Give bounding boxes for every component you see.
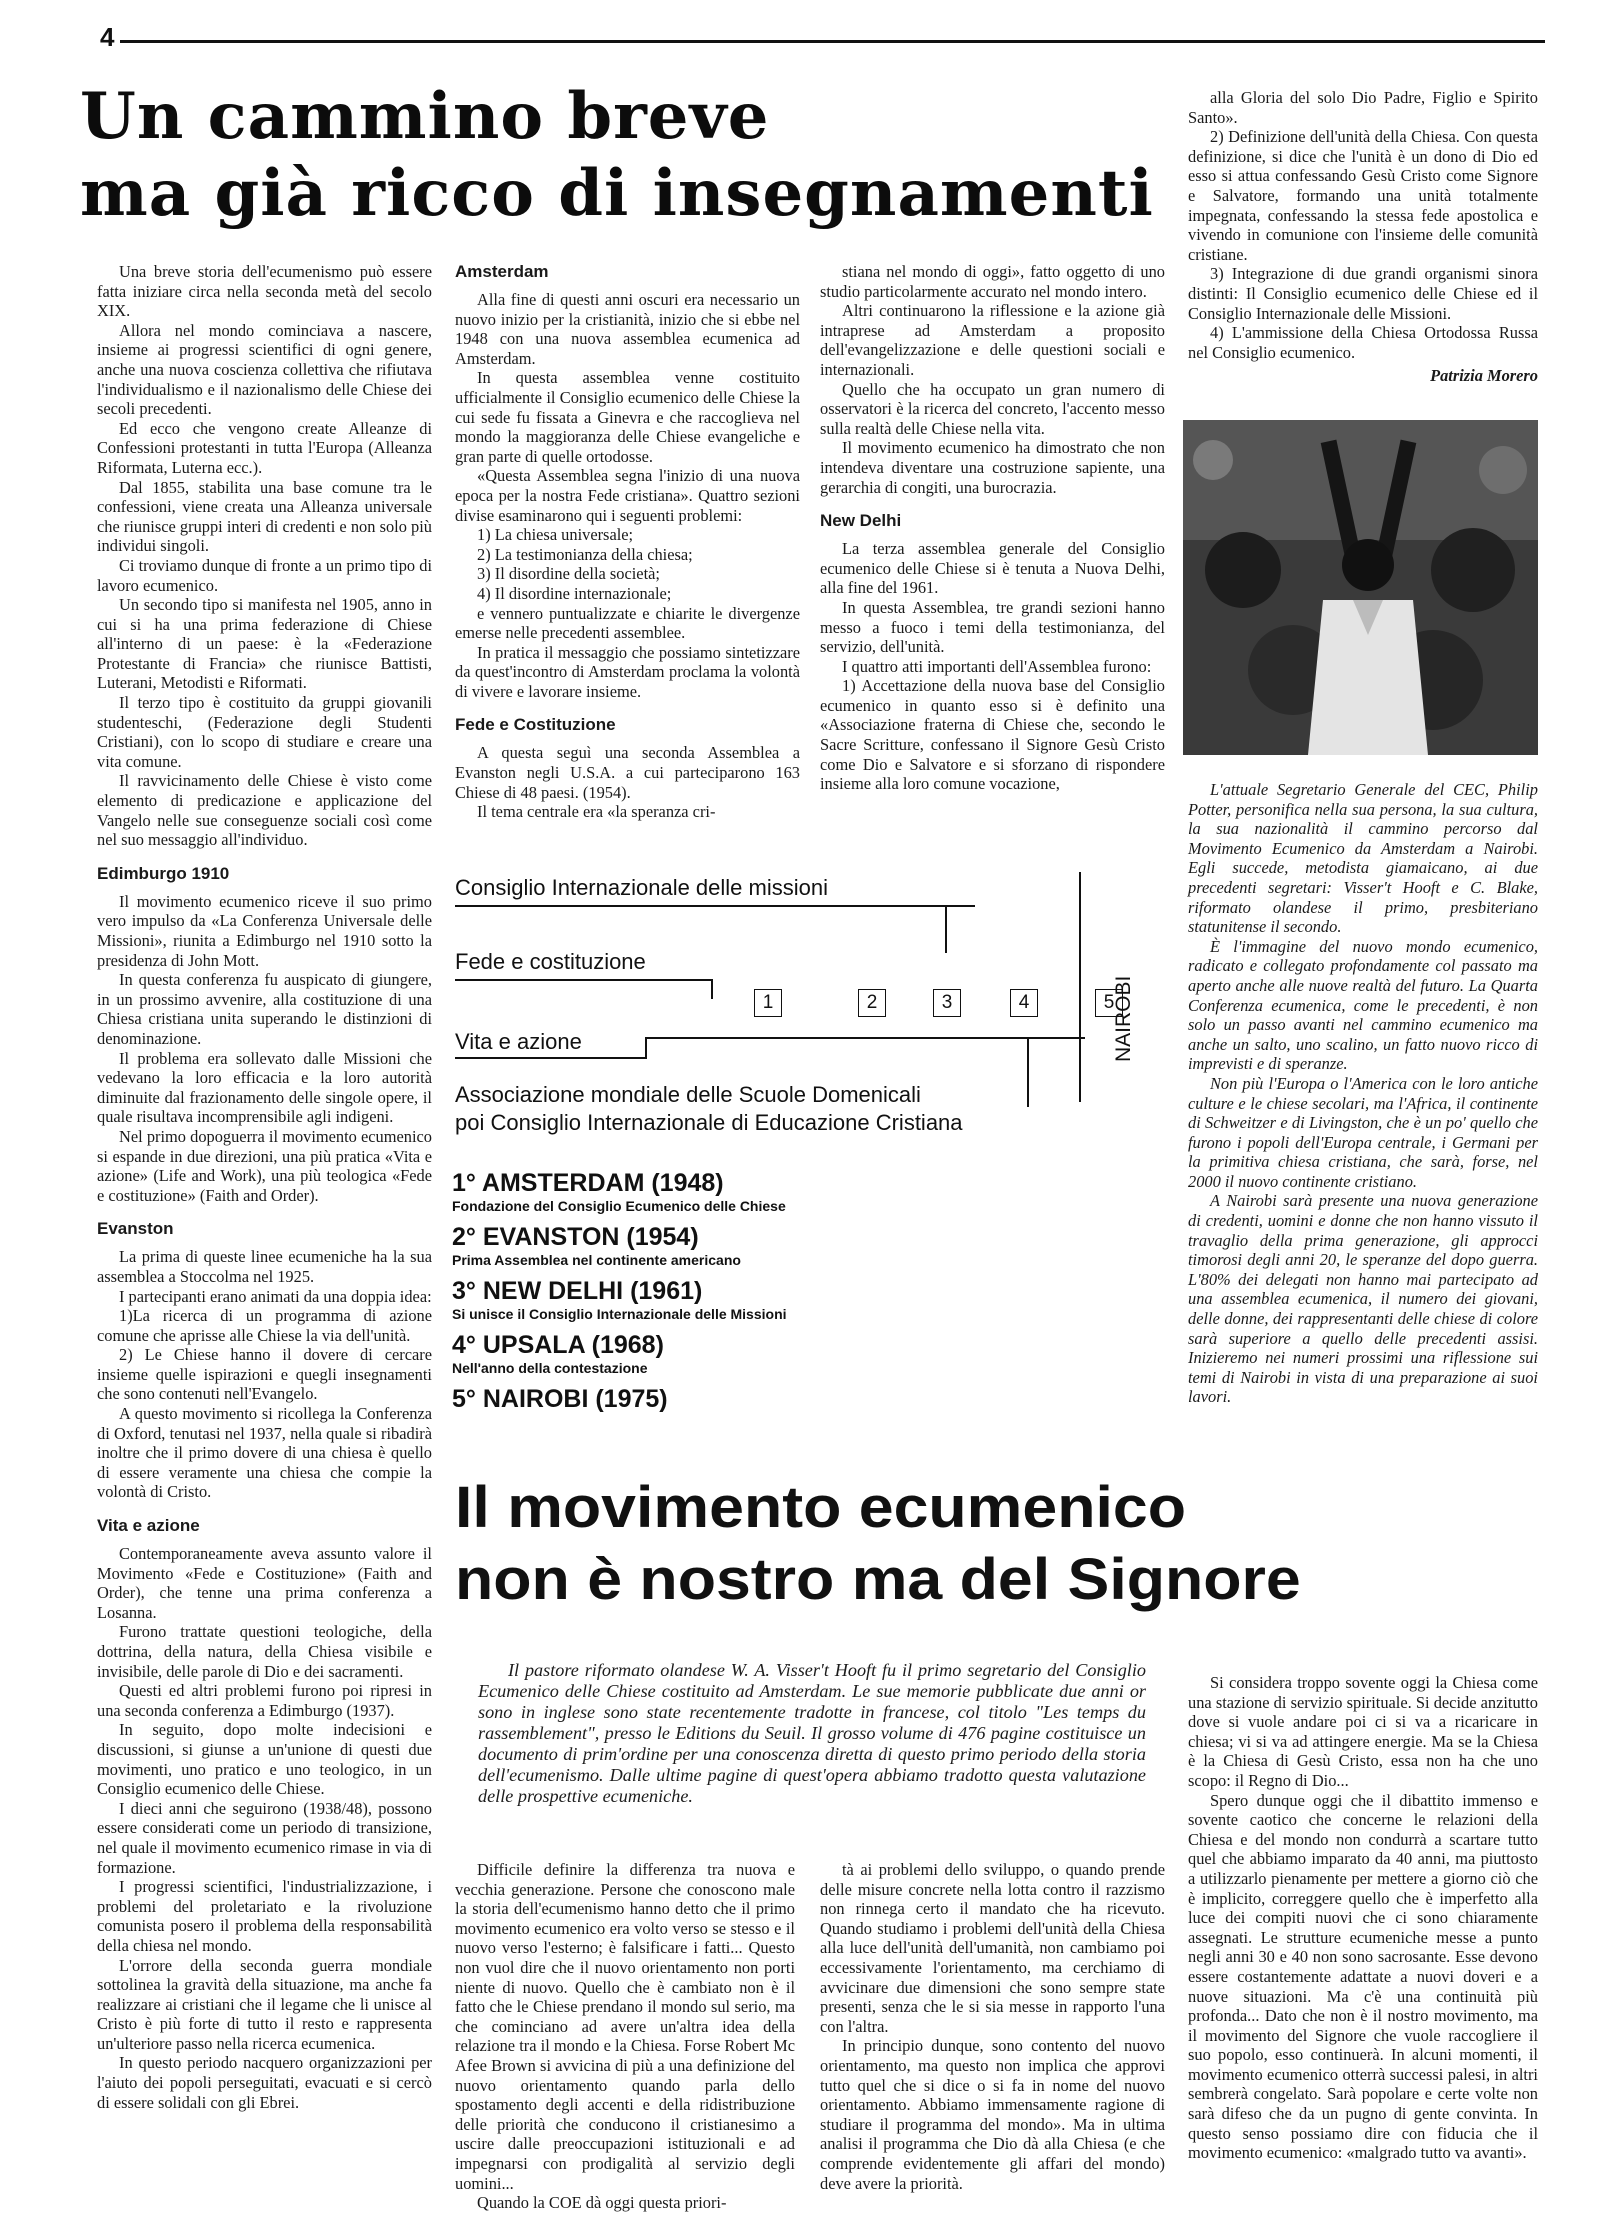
paragraph: 3) Il disordine della società; — [477, 564, 660, 584]
paragraph: Il problema era sollevato dalle Missioni che vedevano la loro efficacia e la loro autorità diminuite dal frazionamento delle singole opere, il quale risultava incomprensibile agli indigeni. — [97, 1048, 432, 1127]
paragraph: Alla fine di questi anni oscuri era necessario un nuovo inizio per la cristianità, inizio che si ebbe nel 1948 con una nuova assemblea ecumenica ad Amsterdam. — [455, 290, 800, 368]
paragraph: e vennero puntualizzate e chiarite le divergenze emerse nelle precedenti assemblee. — [455, 603, 800, 643]
paragraph: Il tema centrale era «la speranza cri- — [477, 802, 716, 822]
assembly-item — [452, 1222, 1152, 1268]
paragraph: Spero dunque oggi che il dibattito immenso e sovente caotico che concerne le relazioni della Chiesa e del mondo non condurrà a scartare tutto quel che abbiamo imparato da 40 anni, ma piuttosto a utilizzarlo pienamente per mettere a giorno ciò che è implicito, correggere quello che è imperfetto alla luce dei compiti nuovi che ci sono chiaramente assegnati. Le strutture ecumeniche messe a punto negli anni 30 e 40 non sono sacrosante. Esse devono essere costantemente adattate a nuovi doveri e a nuove situazioni. Ma c'è una continuità più profonda... Dato che non è il nostro movimento, ma il movimento del Signore che vuole raccogliere il suo popolo, esso continuerà. In alcuni momenti, il movimento ecumenico otterrà successi palesi, in altri sembrerà congelato. Sarà popolare e certe volte non sarà difeso che da un pugno di gente convinta. In questo senso possiamo dire con fiducia che il movimento ecumenico: «malgrado tutto va avanti». — [1188, 1790, 1538, 2163]
paragraph: La terza assemblea generale del Consiglio ecumenico delle Chiese si è tenuta a Nuova Delhi, alla fine del 1961. — [820, 539, 1165, 598]
diagram-box-2: 2 — [858, 989, 886, 1017]
diagram-connector-vita — [645, 1037, 647, 1059]
photo-caption — [1188, 780, 1538, 1407]
paragraph: Il ravvicinamento delle Chiese è visto come elemento di predicazione e applicazione del Vangelo nelle sue conseguenze sociali così come nel suo messaggio all'individuo. — [97, 771, 432, 850]
headline-top — [80, 78, 1180, 232]
paragraph: In pratica il messaggio che possiamo sintetizzare da quest'incontro di Amsterdam proclama la volontà di vivere e lavorare insieme. — [455, 642, 800, 701]
paragraph: 1) Accettazione della nuova base del Consiglio ecumenico in quanto esso si è definito una «Associazione fraterna di Chiese che, secondo le Sacre Scritture, confessano il Signore Gesù Cristo come Dio e Salvatore e si sforzano di rispondere insieme alla loro comune vocazione, — [820, 676, 1165, 794]
headline-bottom — [455, 1472, 1611, 1616]
article-bottom-column-3 — [1188, 1673, 1538, 2163]
paragraph: Contemporaneamente aveva assunto valore il Movimento «Fede e Costituzione» (Faith and Order), che tenne una prima conferenza a Losanna. — [97, 1544, 432, 1622]
intro-paragraph: Il pastore riformato olandese W. A. Visser't Hooft fu il primo segretario del Consiglio Ecumenico delle Chiese costituito ad Amsterdam. Le sue memorie pubblicate due anni or sono in inglese sono state recentemente tradotte in francese, col titolo "Les temps du rassemblement", presso le Editions du Seuil. Il grosso volume di 476 pagine costituisce un documento di prim'ordine per una conoscenza diretta di questo primo periodo della storia dell'ecumenismo. Dalle ultime pagine di quest'opera abbiamo tradotto questa valutazione delle prospettive ecumeniche. — [478, 1660, 1146, 1806]
headline-top-line-2: ma già ricco di insegnamenti — [80, 156, 1154, 231]
paragraph: Altri continuarono la riflessione e la azione già intraprese ad Amsterdam a proposito dell'evangelizzazione e delle questioni sociali e internazionali. — [820, 301, 1165, 379]
diagram-line-fede — [455, 979, 711, 981]
photo-image — [1183, 420, 1538, 755]
article-column-4 — [1188, 88, 1538, 386]
diagram-label-scuole-1: Associazione mondiale delle Scuole Domenicali — [455, 1082, 921, 1107]
paragraph: «Questa Assemblea segna l'inizio di una nuova epoca per la nostra Fede cristiana». Quattro sezioni divise esaminarono qui i seguenti problemi: — [455, 466, 800, 525]
paragraph: Il movimento ecumenico riceve il suo primo vero impulso da «La Conferenza Universale delle Missioni», riunita a Edimburgo nel 1910 sotto la presidenza di John Mott. — [97, 891, 432, 970]
diagram-box-5: 5 — [1095, 989, 1123, 1017]
diagram-connector-scuole — [1027, 1037, 1029, 1107]
assembly-title: 5° NAIROBI (1975) — [452, 1385, 668, 1413]
headline-bottom-line-2: non è nostro ma del Signore — [455, 1547, 1301, 1612]
author-signature: Patrizia Morero — [1430, 366, 1538, 386]
diagram-box-4: 4 — [1010, 989, 1038, 1017]
headline-top-line-1: Un cammino breve — [80, 79, 770, 154]
assembly-item — [452, 1276, 1152, 1322]
paragraph: 1) La chiesa universale; — [477, 525, 634, 545]
article-column-2 — [455, 262, 800, 822]
section-heading: Evanston — [97, 1219, 174, 1239]
paragraph: 2) La testimonianza della chiesa; — [477, 544, 693, 564]
article-bottom-column-2 — [820, 1860, 1165, 2193]
assembly-subtitle: Prima Assemblea nel continente americano — [452, 1252, 741, 1268]
paragraph: Difficile definire la differenza tra nuova e vecchia generazione. Persone che conoscono male la storia dell'ecumenismo hanno detto che il primo movimento ecumenico era volto verso se stesso e il nuovo verso l'esterno; è falsificare i fatti... Questo non vuol dire che il nuovo orientamento non porti niente di nuovo. Quello che è cambiato non è il fatto che le Chiese prendano il mondo sul serio, ma che cominciano ad avere un'altra idea della relazione tra il mondo e la Chiesa. Forse Robert Mc Afee Brown si avvicina di più a una definizione del nuovo orientamento quando parla dello spostamento degli accenti e della ridistribuzione delle priorità che conducono il cristianesimo a uscire dalle preoccupazioni istituzionali e ad impegnarsi con prodigalità al servizio degli uomini... — [455, 1860, 795, 2193]
paragraph: Non più l'Europa o l'America con le loro antiche culture e le chiese secolari, ma l'Africa, il continente di Schweitzer e di Livingston, che è un po' quello che furono i popoli dell'Europa centrale, i Germani per la primitiva chiesa cristiana, che sarà, forse, nel 2000 il nuovo continente cristiano. — [1188, 1073, 1538, 1191]
headline-bottom-line-1: Il movimento ecumenico — [455, 1475, 1186, 1540]
paragraph: Ci troviamo dunque di fronte a un primo tipo di lavoro ecumenico. — [97, 555, 432, 595]
assembly-title: 1° AMSTERDAM (1948) — [452, 1169, 724, 1197]
assembly-title: 4° UPSALA (1968) — [452, 1331, 664, 1359]
paragraph: L'attuale Segretario Generale del CEC, Philip Potter, personifica nella sua persona, la sua cultura, la sua nazionalità il cammino percorso dal Movimento Ecumenico da Amsterdam a Nairobi. Egli succede, metodista giamaicano, ai due precedenti segretari: Visser't Hooft e C. Blake, riformato olandese il primo, presbiteriano statunitense il secondo. — [1188, 780, 1538, 937]
diagram-connector-fede — [711, 979, 713, 999]
assembly-subtitle: Fondazione del Consiglio Ecumenico delle Chiese — [452, 1198, 786, 1214]
paragraph: In principio dunque, sono contento del nuovo orientamento, ma questo non implica che approvi tutto quel che si dice o si fa in nome del nuovo orientamento. Abbiamo immensamente ragione di studiare il programma del mondo». Ma in ultima analisi il programma che Dio dà alla Chiesa (e che comprende evidentemente gli affari del mondo) deve avere la priorità. — [820, 2036, 1165, 2193]
assembly-title: 3° NEW DELHI (1961) — [452, 1277, 703, 1305]
diagram-line-vita — [455, 1057, 645, 1059]
diagram-label-fede: Fede e costituzione — [455, 949, 646, 974]
section-heading: Fede e Costituzione — [455, 715, 616, 735]
paragraph: 3) Integrazione di due grandi organismi sinora distinti: Il Consiglio ecumenico delle Chiese ed il Consiglio Internazionale delle Missioni. — [1188, 264, 1538, 323]
section-heading: Amsterdam — [455, 262, 549, 281]
paragraph: alla Gloria del solo Dio Padre, Figlio e Spirito Santo». — [1188, 88, 1538, 127]
section-heading: New Delhi — [820, 511, 902, 531]
paragraph: A Nairobi sarà presente una nuova generazione di credenti, uomini e donne che non hanno vissuto il travaglio della prima generazione, gli approcci timorosi degli anni 20, le speranze del dopo guerra. L'80% dei delegati non hanno mai partecipato ad una assemblea ecumenica, il numero dei giovani, delle donne, dei rappresentanti delle chiese di colore sarà superiore a quello delle precedenti assisi. Inizieremo nei numeri prossimi una riflessione sui temi di Nairobi in vista di una preparazione ai suoi lavori. — [1188, 1191, 1538, 1407]
diagram-box-1: 1 — [754, 989, 782, 1017]
paragraph: Il movimento ecumenico ha dimostrato che non intendeva diventare una costruzione sapiente, una gerarchia di congiti, una burocrazia. — [820, 438, 1165, 497]
paragraph: Ed ecco che vengono create Alleanze di Confessioni protestanti in tutta l'Europa (Alleanza Riformata, Luterna ecc.). — [97, 418, 432, 477]
paragraph: 2) Le Chiese hanno il dovere di cercare insieme quelle ispirazioni e quegli insegnamenti che sono contenuti nell'Evangelo. — [97, 1345, 432, 1404]
assembly-item — [452, 1330, 1152, 1376]
paragraph: L'orrore della seconda guerra mondiale sottolinea la gravità della situazione, ma anche fa realizzare ai cristiani che il legame che li unisce al Cristo è più forte di tutto il resto e rappresenta un'ulteriore passo nella ricerca ecumenica. — [97, 1955, 432, 2053]
paragraph: Un secondo tipo si manifesta nel 1905, anno in cui si ha una prima federazione di Chiese all'interno di un paese: è la «Federazione Protestante di Francia» che riunisce Battisti, Luterani, Metodisti e Riformati. — [97, 595, 432, 693]
section-heading: Vita e azione — [97, 1516, 200, 1536]
paragraph: A questa seguì una seconda Assemblea a Evanston negli U.S.A. a cui parteciparono 163 Chiese di 48 paesi. (1954). — [455, 743, 800, 802]
paragraph: Quando la COE dà oggi questa priori- — [477, 2193, 727, 2213]
assembly-title: 2° EVANSTON (1954) — [452, 1223, 699, 1251]
paragraph: La prima di queste linee ecumeniche ha la sua assemblea a Stoccolma nel 1925. — [97, 1247, 432, 1286]
paragraph: Il terzo tipo è costituito da gruppi giovanili studenteschi, (Federazione degli Studenti Cristiani), con lo scopo di studiare e creare una vita comune. — [97, 693, 432, 771]
diagram-line-missioni — [455, 905, 975, 907]
paragraph: 2) Definizione dell'unità della Chiesa. Con questa definizione, si dice che l'unità è un dono di Dio ed esso si attua confessando Gesù Cristo come Signore e Salvatore, formando una unità totalmente impegnata, confessando la stessa fede apostolica e vivendo in comunione con l'insieme delle comunità cristiane. — [1188, 127, 1538, 264]
paragraph: 1)La ricerca di un programma di azione comune che aprisse alle Chiese la via dell'unità. — [97, 1306, 432, 1345]
paragraph: 4) Il disordine internazionale; — [477, 583, 672, 603]
paragraph: tà ai problemi dello sviluppo, o quando prende delle misure concrete nella lotta contro il razzismo non rinnega certo il mandato che ha ricevuto. Quando studiamo i problemi dell'unità della Chiesa alla luce dell'unità dell'umanità, non cambiamo poi eccessivamente l'orientamento, ma cerchiamo di avvicinare due dimensioni che sono sempre state presenti, senza che le si sia messe in rapporto l'una con l'altra. — [820, 1860, 1165, 2036]
assembly-item — [452, 1168, 1152, 1214]
article-column-3 — [820, 262, 1165, 794]
paragraph: In questa assemblea venne costituito ufficialmente il Consiglio ecumenico delle Chiese la cui sede fu fissata a Ginevra e che raccoglieva nel mondo la maggioranza delle Chiese evangeliche e gran parte di quelle ortodosse. — [455, 368, 800, 466]
paragraph: Allora nel mondo cominciava a nascere, insieme ai progressi scientifici di ogni genere, anche una nuova coscienza collettiva che rifiutava l'individualismo e il nazionalismo delle Chiese dei secoli precedenti. — [97, 320, 432, 419]
paragraph: In questo periodo nacquero organizzazioni per l'aiuto dei popoli perseguitati, evacuati e si cercò di essere solidali con gli Ebrei. — [97, 2053, 432, 2112]
article-column-1 — [97, 262, 432, 2112]
paragraph: stiana nel mondo di oggi», fatto oggetto di uno studio particolarmente accurato nel mondo intero. — [820, 262, 1165, 301]
page-number: 4 — [100, 22, 115, 52]
diagram-label-scuole-2: poi Consiglio Internazionale di Educazione Cristiana — [455, 1110, 963, 1135]
paragraph: Una breve storia dell'ecumenismo può essere fatta iniziare circa nella seconda metà del secolo XIX. — [97, 262, 432, 321]
diagram-label-missioni: Consiglio Internazionale delle missioni — [455, 875, 828, 900]
diagram-vertical-rule — [1079, 872, 1081, 1102]
paragraph: In questa conferenza fu auspicato di giungere, in un prossimo avvenire, alla costituzione di una Chiesa cristiana unita superando le distinzioni di denominazione. — [97, 970, 432, 1048]
paragraph: Si considera troppo sovente oggi la Chiesa come una stazione di servizio spirituale. Si decide anzitutto dove si vuole andare poi ci si va a ricaricare in chiesa; vi si va ad attingere energie. Ma se la Chiesa è la Chiesa di Gesù Cristo, essa non ha che uno scopo: il Regno di Dio... — [1188, 1673, 1538, 1790]
history-diagram — [447, 857, 1147, 1162]
paragraph: Nel primo dopoguerra il movimento ecumenico si espande in due direzioni, una più pratica «Vita e azione» (Life and Work), una più teologica «Fede e costituzione» (Faith and Order). — [97, 1126, 432, 1205]
photo-philip-potter — [1183, 420, 1538, 755]
diagram-connector-missioni — [945, 905, 947, 953]
article-intro — [478, 1660, 1146, 1807]
paragraph: A questo movimento si ricollega la Conferenza di Oxford, tenutasi nel 1937, nella quale si ribadirà inoltre che il primo dovere di una chiesa è quello di essere veramente una chiesa che compie la volontà di Cristo. — [97, 1404, 432, 1502]
diagram-box-3: 3 — [933, 989, 961, 1017]
assembly-subtitle: Nell'anno della contestazione — [452, 1360, 648, 1376]
assembly-item — [452, 1384, 1152, 1414]
paragraph: È l'immagine del nuovo mondo ecumenico, radicato e collegato profondamente col passato ma aperto anche alle nuove realtà del futuro. La Quarta Conferenza ecumenica, come le precedenti, è non solo un passo avanti nel cammino ecumenico ma anche un salto, uno scalino, un fatto nuovo ricco di imprevisti e di speranze. — [1188, 936, 1538, 1074]
paragraph: I dieci anni che seguirono (1938/48), possono essere considerati come un periodo di transizione, nel quale il movimento ecumenico rimase in via di formazione. — [97, 1798, 432, 1877]
article-bottom-column-1 — [455, 1860, 795, 2213]
section-heading: Edimburgo 1910 — [97, 863, 230, 883]
top-rule — [120, 40, 1545, 43]
paragraph: In seguito, dopo molte indecisioni e discussioni, si giunse a un'unione di questi due movimenti, uno pratico e uno teologico, in un Consiglio ecumenico delle Chiese. — [97, 1720, 432, 1799]
assemblies-list — [452, 1168, 1152, 1422]
paragraph: 4) L'ammissione della Chiesa Ortodossa Russa nel Consiglio ecumenico. — [1188, 323, 1538, 362]
paragraph: Quello che ha occupato un gran numero di osservatori è la ricerca del concreto, l'accento messo sulla realtà delle Chiese nella vita. — [820, 379, 1165, 438]
paragraph: I quattro atti importanti dell'Assemblea furono: — [842, 656, 1152, 676]
diagram-line-vita-2 — [645, 1037, 1085, 1039]
paragraph: I progressi scientifici, l'industrializzazione, i problemi del proletariato e la rivoluzione comunista posero il problema della responsabilità della chiesa nel mondo. — [97, 1877, 432, 1955]
diagram-label-nairobi: NAIROBI — [1112, 975, 1135, 1062]
paragraph: In questa Assemblea, tre grandi sezioni hanno messo a fuoco i temi della testimonianza, del servizio, dell'unità. — [820, 597, 1165, 657]
paragraph: Questi ed altri problemi furono poi ripresi in una seconda conferenza a Edimburgo (1937). — [97, 1681, 432, 1720]
diagram-label-vita: Vita e azione — [455, 1029, 582, 1054]
paragraph: I partecipanti erano animati da una doppia idea: — [119, 1286, 432, 1306]
paragraph: Furono trattate questioni teologiche, della dottrina, della natura, della Chiesa visibile e invisibile, delle parole di Dio e dei sacramenti. — [97, 1622, 432, 1681]
paragraph: Dal 1855, stabilita una base comune tra le confessioni, viene creata una Alleanza universale che riunisce gruppi interi di credenti e non solo più individui singoli. — [97, 477, 432, 556]
assembly-subtitle: Si unisce il Consiglio Internazionale delle Missioni — [452, 1306, 787, 1322]
